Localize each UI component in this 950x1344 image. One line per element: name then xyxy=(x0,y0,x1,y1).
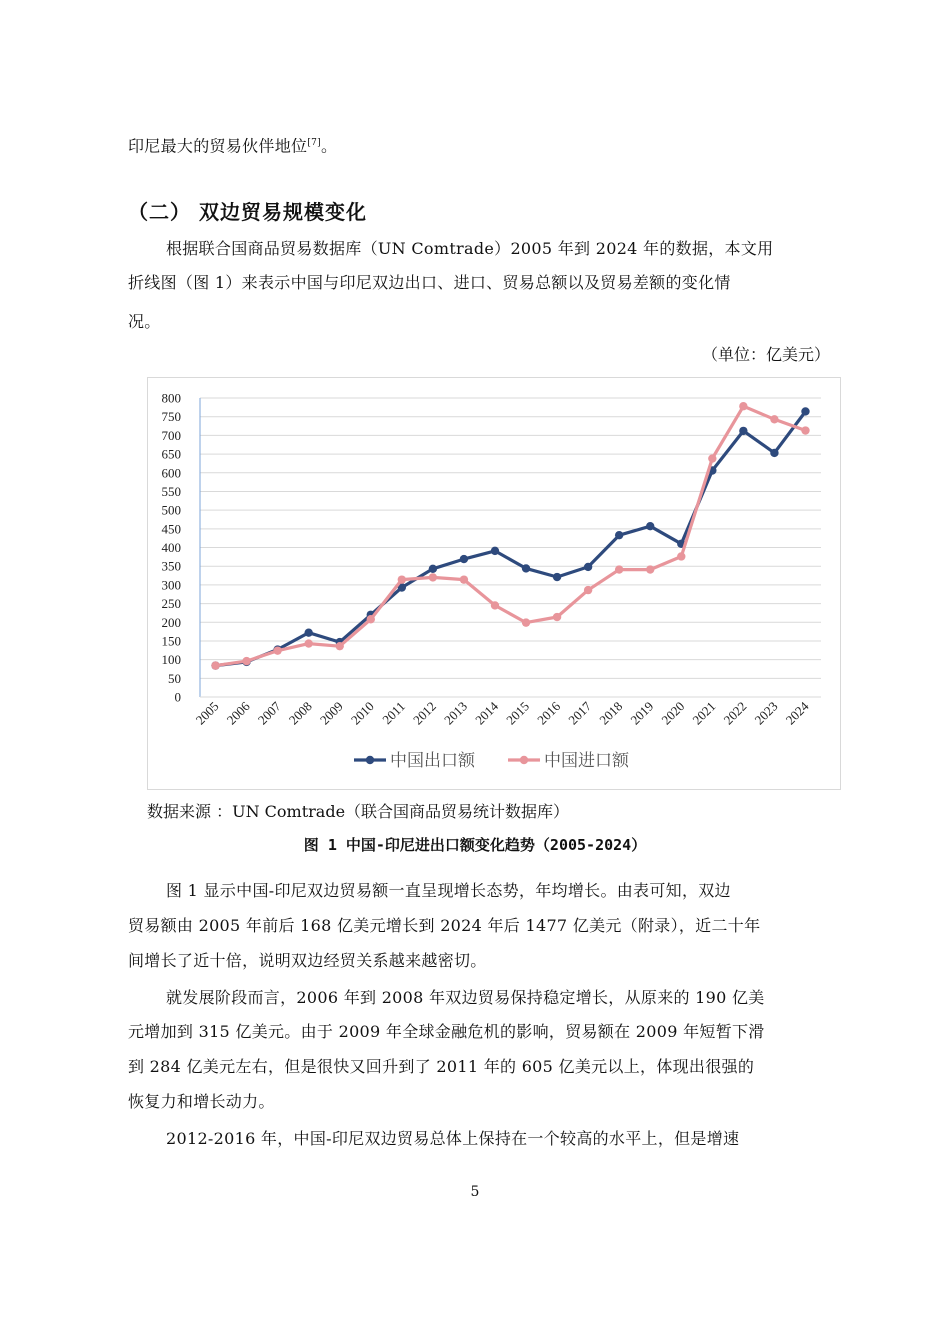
data-point-series-1 xyxy=(615,531,623,539)
unit-note: （单位：亿美元） xyxy=(701,345,830,364)
y-tick-label: 100 xyxy=(161,652,181,668)
data-point-series-2 xyxy=(646,565,654,573)
x-tick-label: 2022 xyxy=(720,698,750,728)
data-point-series-2 xyxy=(367,615,375,623)
chart-container xyxy=(147,377,841,790)
x-tick-label: 2016 xyxy=(534,698,564,728)
y-tick-label: 300 xyxy=(161,577,181,593)
paragraph-3-line: 到 284 亿美元左右，但是很快又回升到了 2011 年的 605 亿美元以上，体现出很强的 xyxy=(128,1057,755,1076)
data-point-series-1 xyxy=(522,564,530,572)
y-tick-label: 500 xyxy=(161,502,181,518)
data-point-series-1 xyxy=(739,427,747,435)
x-tick-label: 2014 xyxy=(472,698,502,728)
y-tick-label: 650 xyxy=(161,446,181,462)
y-tick-label: 250 xyxy=(161,596,181,612)
y-tick-label: 800 xyxy=(161,390,181,406)
legend-swatch-marker xyxy=(520,756,528,764)
data-point-series-2 xyxy=(304,639,312,647)
x-tick-label: 2018 xyxy=(596,698,626,728)
figure-caption: 图 1 中国-印尼进出口额变化趋势（2005-2024） xyxy=(303,836,647,854)
x-tick-label: 2015 xyxy=(503,698,533,728)
section-heading: （二） 双边贸易规模变化 xyxy=(128,200,367,224)
y-tick-label: 750 xyxy=(161,409,181,425)
data-point-series-2 xyxy=(584,586,592,594)
y-tick-label: 450 xyxy=(161,521,181,537)
x-tick-label: 2020 xyxy=(658,698,688,728)
data-point-series-1 xyxy=(646,522,654,530)
data-point-series-2 xyxy=(708,454,716,462)
paragraph-3-line: 就发展阶段而言，2006 年到 2008 年双边贸易保持稳定增长，从原来的 190 亿美 xyxy=(166,988,765,1007)
data-point-series-2 xyxy=(615,565,623,573)
paragraph-2-line: 贸易额由 2005 年前后 168 亿美元增长到 2024 年后 1477 亿美元（附录），近二十年 xyxy=(128,916,761,935)
x-tick-label: 2007 xyxy=(254,698,284,728)
intro-line xyxy=(128,128,337,161)
data-point-series-2 xyxy=(553,613,561,621)
data-point-series-1 xyxy=(770,449,778,457)
citation-ref: [7] xyxy=(307,138,321,148)
paragraph-1-line: 折线图（图 1）来表示中国与印尼双边出口、进口、贸易总额以及贸易差额的变化情 xyxy=(128,273,731,292)
data-point-series-2 xyxy=(242,657,250,665)
x-tick-label: 2012 xyxy=(410,698,439,728)
y-tick-label: 350 xyxy=(161,558,181,574)
data-point-series-2 xyxy=(460,575,468,583)
legend-swatch-marker xyxy=(366,756,374,764)
paragraph-3-line: 恢复力和增长动力。 xyxy=(128,1092,275,1111)
x-tick-label: 2013 xyxy=(441,698,471,728)
data-point-series-1 xyxy=(304,629,312,637)
data-point-series-2 xyxy=(677,552,685,560)
legend-label: 中国出口额 xyxy=(390,751,475,770)
data-point-series-1 xyxy=(460,555,468,563)
x-tick-label: 2017 xyxy=(565,698,595,728)
data-point-series-2 xyxy=(491,601,499,609)
page-number: 5 xyxy=(470,1184,480,1200)
x-tick-label: 2019 xyxy=(627,698,657,728)
x-tick-label: 2011 xyxy=(379,698,408,728)
data-point-series-2 xyxy=(770,415,778,423)
x-tick-label: 2023 xyxy=(751,698,781,728)
data-point-series-2 xyxy=(429,573,437,581)
paragraph-4-line: 2012-2016 年，中国-印尼双边贸易总体上保持在一个较高的水平上，但是增速 xyxy=(166,1129,740,1148)
data-point-series-2 xyxy=(211,661,219,669)
y-tick-label: 0 xyxy=(174,689,181,705)
data-point-series-1 xyxy=(553,573,561,581)
data-point-series-2 xyxy=(398,575,406,583)
intro-text: 印尼最大的贸易伙伴地位 xyxy=(128,136,308,156)
data-point-series-2 xyxy=(273,646,281,654)
data-point-series-1 xyxy=(801,407,809,415)
y-tick-label: 600 xyxy=(161,465,181,481)
y-tick-label: 700 xyxy=(161,427,181,443)
source-note: 数据来源 ：UN Comtrade（联合国商品贸易统计数据库） xyxy=(147,802,570,821)
line-chart xyxy=(148,378,840,789)
data-point-series-2 xyxy=(522,618,530,626)
data-point-series-2 xyxy=(739,402,747,410)
data-point-series-1 xyxy=(491,547,499,555)
x-tick-label: 2010 xyxy=(347,698,377,728)
paragraph-1-line: 根据联合国商品贸易数据库（UN Comtrade）2005 年到 2024 年的数据，本文用 xyxy=(166,239,774,258)
paragraph-3-line: 元增加到 315 亿美元。由于 2009 年全球金融危机的影响，贸易额在 2009 年短暂下滑 xyxy=(128,1022,765,1041)
x-tick-label: 2021 xyxy=(689,698,719,728)
x-tick-label: 2024 xyxy=(782,698,812,728)
paragraph-2-line: 图 1 显示中国-印尼双边贸易额一直呈现增长态势，年均增长。由表可知，双边 xyxy=(166,881,731,900)
data-point-series-1 xyxy=(584,563,592,571)
data-point-series-2 xyxy=(336,642,344,650)
x-tick-label: 2006 xyxy=(223,698,253,728)
x-tick-label: 2005 xyxy=(192,698,222,728)
y-tick-label: 400 xyxy=(161,540,181,555)
y-tick-label: 50 xyxy=(168,670,181,686)
x-tick-label: 2008 xyxy=(285,698,315,728)
data-point-series-1 xyxy=(429,565,437,573)
data-point-series-2 xyxy=(801,426,809,434)
x-tick-label: 2009 xyxy=(316,698,346,728)
series-line-2 xyxy=(216,406,806,665)
y-tick-label: 150 xyxy=(161,633,181,649)
paragraph-1-line: 况。 xyxy=(128,312,161,331)
y-tick-label: 550 xyxy=(161,483,181,499)
legend-label: 中国进口额 xyxy=(544,751,629,770)
intro-end: 。 xyxy=(320,136,338,156)
y-tick-label: 200 xyxy=(161,614,181,630)
paragraph-2-line: 间增长了近十倍，说明双边经贸关系越来越密切。 xyxy=(128,951,487,970)
